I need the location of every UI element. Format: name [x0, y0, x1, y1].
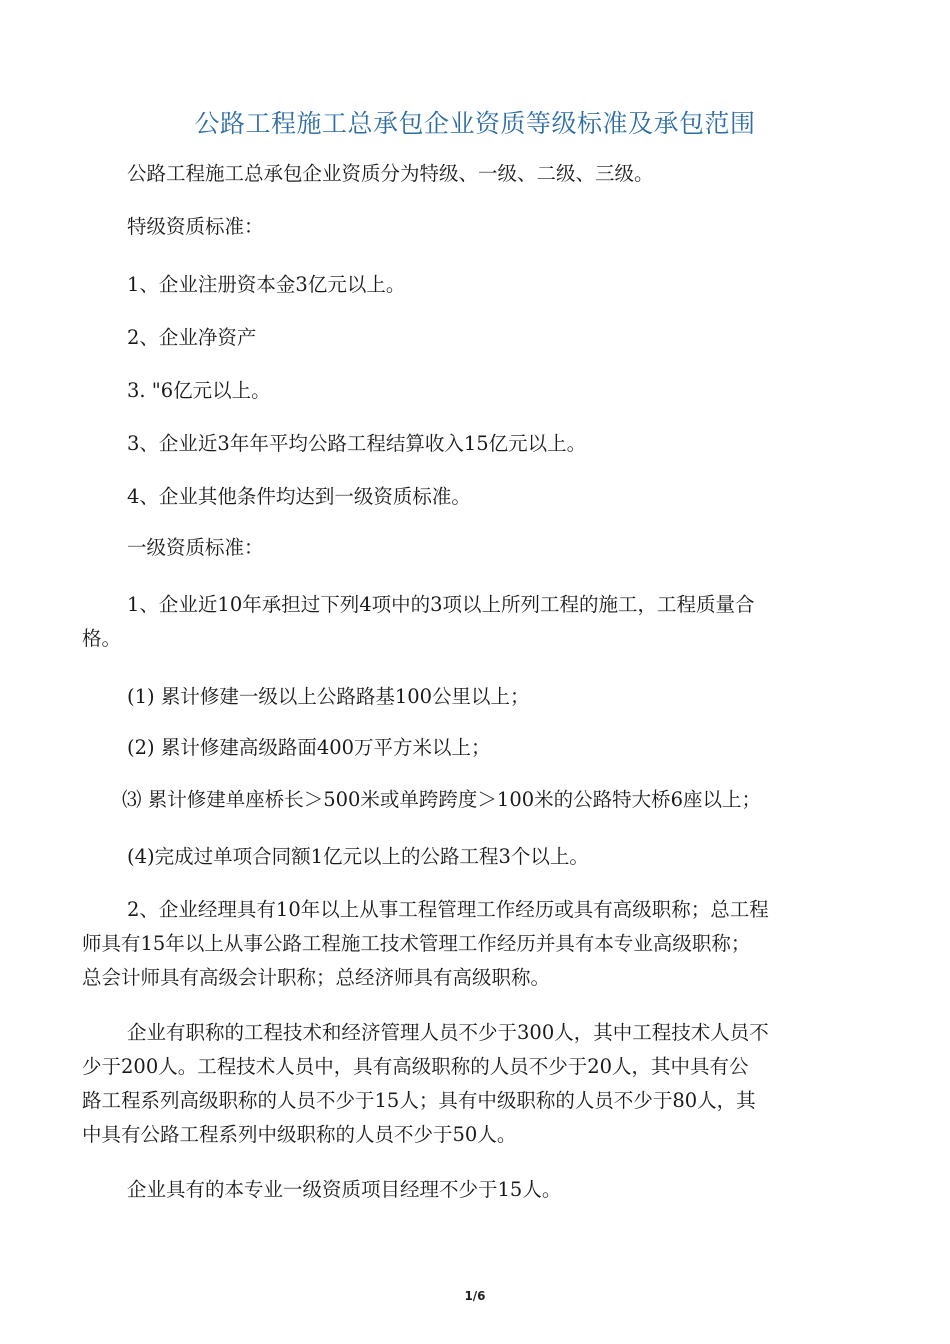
- special-item: 4、企业其他条件均达到一级资质标准。: [127, 485, 471, 508]
- paragraph-line: 路工程系列高级职称的人员不少于15人；具有中级职称的人员不少于80人，其: [82, 1089, 756, 1112]
- paragraph-line: 中具有公路工程系列中级职称的人员不少于50人。: [82, 1123, 517, 1146]
- page-title: 公路工程施工总承包企业资质等级标准及承包范围: [194, 109, 756, 138]
- paragraph-line: 总会计师具有高级会计职称；总经济师具有高级职称。: [82, 966, 551, 989]
- first-heading: 一级资质标准：: [127, 536, 264, 559]
- paragraph-line: 师具有15年以上从事公路工程施工技术管理工作经历并具有本专业高级职称；: [82, 932, 751, 955]
- sub-item: (2) 累计修建高级路面400万平方米以上；: [127, 736, 491, 759]
- paragraph-line: 1、企业近10年承担过下列4项中的3项以上所列工程的施工，工程质量合: [127, 593, 755, 616]
- paragraph-line: 2、企业经理具有10年以上从事工程管理工作经历或具有高级职称；总工程: [127, 898, 769, 921]
- first-item-2: [82, 893, 872, 995]
- special-item: 3、企业近3年年平均公路工程结算收入15亿元以上。: [127, 432, 587, 455]
- paragraph-line: 少于200人。工程技术人员中，具有高级职称的人员不少于20人，其中具有公: [82, 1055, 749, 1078]
- staff-paragraph: [82, 1016, 872, 1152]
- manager-paragraph: 企业具有的本专业一级资质项目经理不少于15人。: [127, 1178, 562, 1201]
- special-item: 1、企业注册资本金3亿元以上。: [127, 273, 406, 296]
- intro-paragraph: 公路工程施工总承包企业资质分为特级、一级、二级、三级。: [127, 162, 654, 185]
- first-item-1: [82, 588, 872, 656]
- page-number: 1/6: [464, 1289, 486, 1303]
- sub-item: (4)完成过单项合同额1亿元以上的公路工程3个以上。: [127, 845, 589, 868]
- paragraph-line: 企业有职称的工程技术和经济管理人员不少于300人，其中工程技术人员不: [127, 1021, 769, 1044]
- paragraph-line: 格。: [82, 627, 122, 650]
- special-item: 2、企业净资产: [127, 326, 257, 349]
- special-heading: 特级资质标准：: [127, 215, 264, 238]
- sub-item: (1) 累计修建一级以上公路路基100公里以上；: [127, 685, 530, 708]
- special-item: 3. "6亿元以上。: [127, 379, 271, 402]
- sub-item: ⑶ 累计修建单座桥长＞500米或单跨跨度＞100米的公路特大桥6座以上；: [122, 788, 762, 811]
